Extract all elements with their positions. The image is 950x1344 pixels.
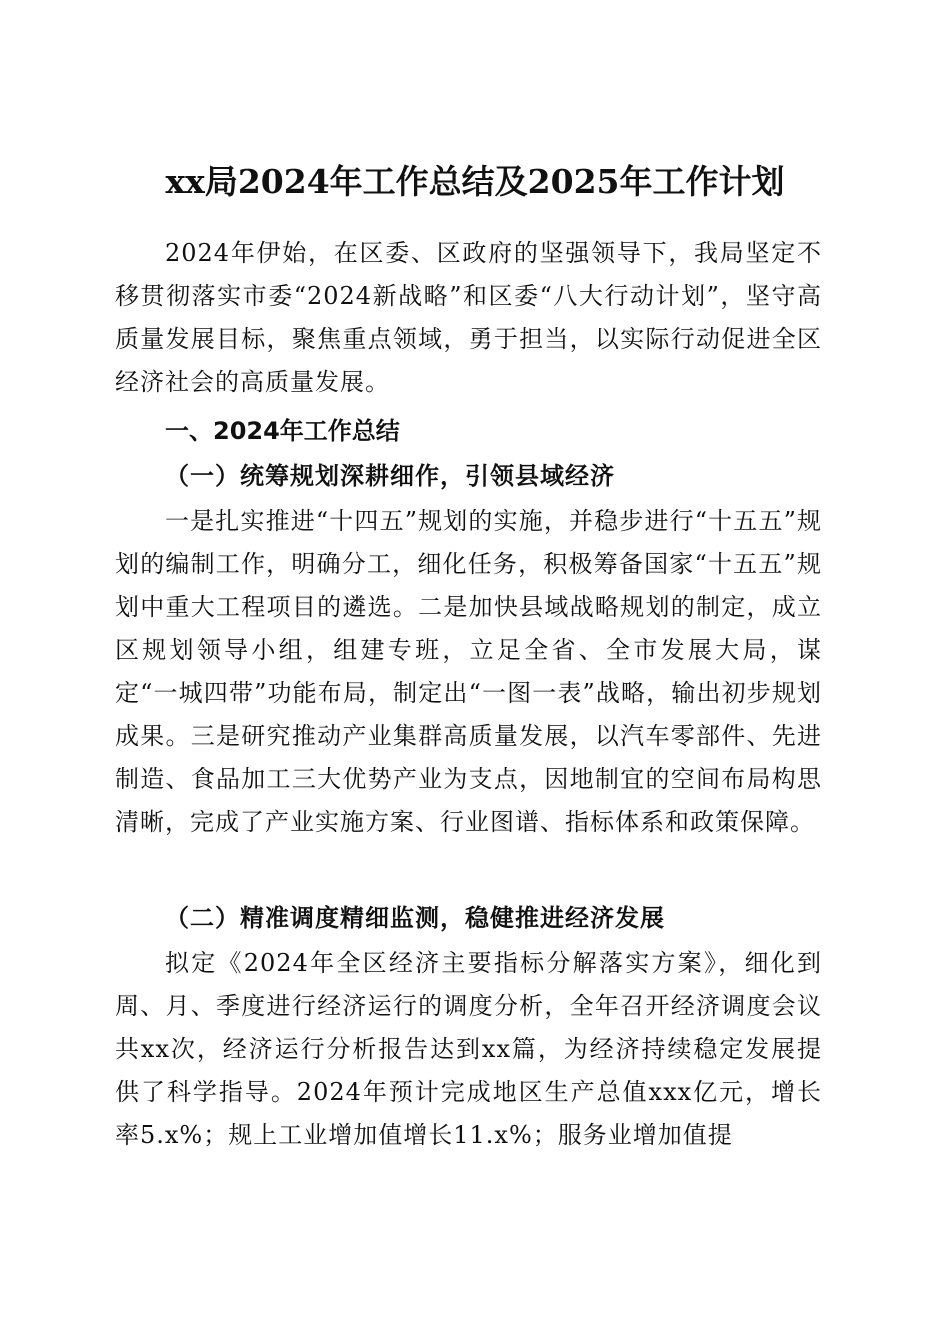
subsection-heading-planning: （一）统筹规划深耕细作，引领县域经济 [165, 461, 615, 490]
intro-paragraph: 2024年伊始，在区委、区政府的坚强领导下，我局坚定不移贯彻落实市委“2024新战略”和区委“八大行动计划”，坚守高质量发展目标，聚焦重点领域，勇于担当，以实际行动促进全区经济社会的高质量发展。 [115, 239, 822, 396]
planning-paragraph: 一是扎实推进“十四五”规划的实施，并稳步进行“十五五”规划的编制工作，明确分工，细化任务，积极筹备国家“十五五”规划中重大工程项目的遴选。二是加快县域战略规划的制定，成立区规划领导小组，组建专班，立足全省、全市发展大局，谋定“一城四带”功能布局，制定出“一图一表”战略，输出初步规划成果。三是研究推动产业集群高质量发展，以汽车零部件、先进制造、食品加工三大优势产业为支点，因地制宜的空间布局构思清晰，完成了产业实施方案、行业图谱、指标体系和政策保障。 [115, 507, 822, 836]
section-heading-summary: 一、2024年工作总结 [165, 417, 400, 445]
document-title: xx局2024年工作总结及2025年工作计划 [165, 162, 785, 202]
monitoring-paragraph: 拟定《2024年全区经济主要指标分解落实方案》，细化到周、月、季度进行经济运行的调度分析，全年召开经济调度会议共xx次，经济运行分析报告达到xx篇，为经济持续稳定发展提供了科学指导。2024年预计完成地区生产总值xxx亿元，增长率5.x%；规上工业增加值增长11.x%；服务业增加值提 [115, 949, 822, 1149]
subsection-heading-monitoring: （二）精准调度精细监测，稳健推进经济发展 [165, 903, 665, 932]
